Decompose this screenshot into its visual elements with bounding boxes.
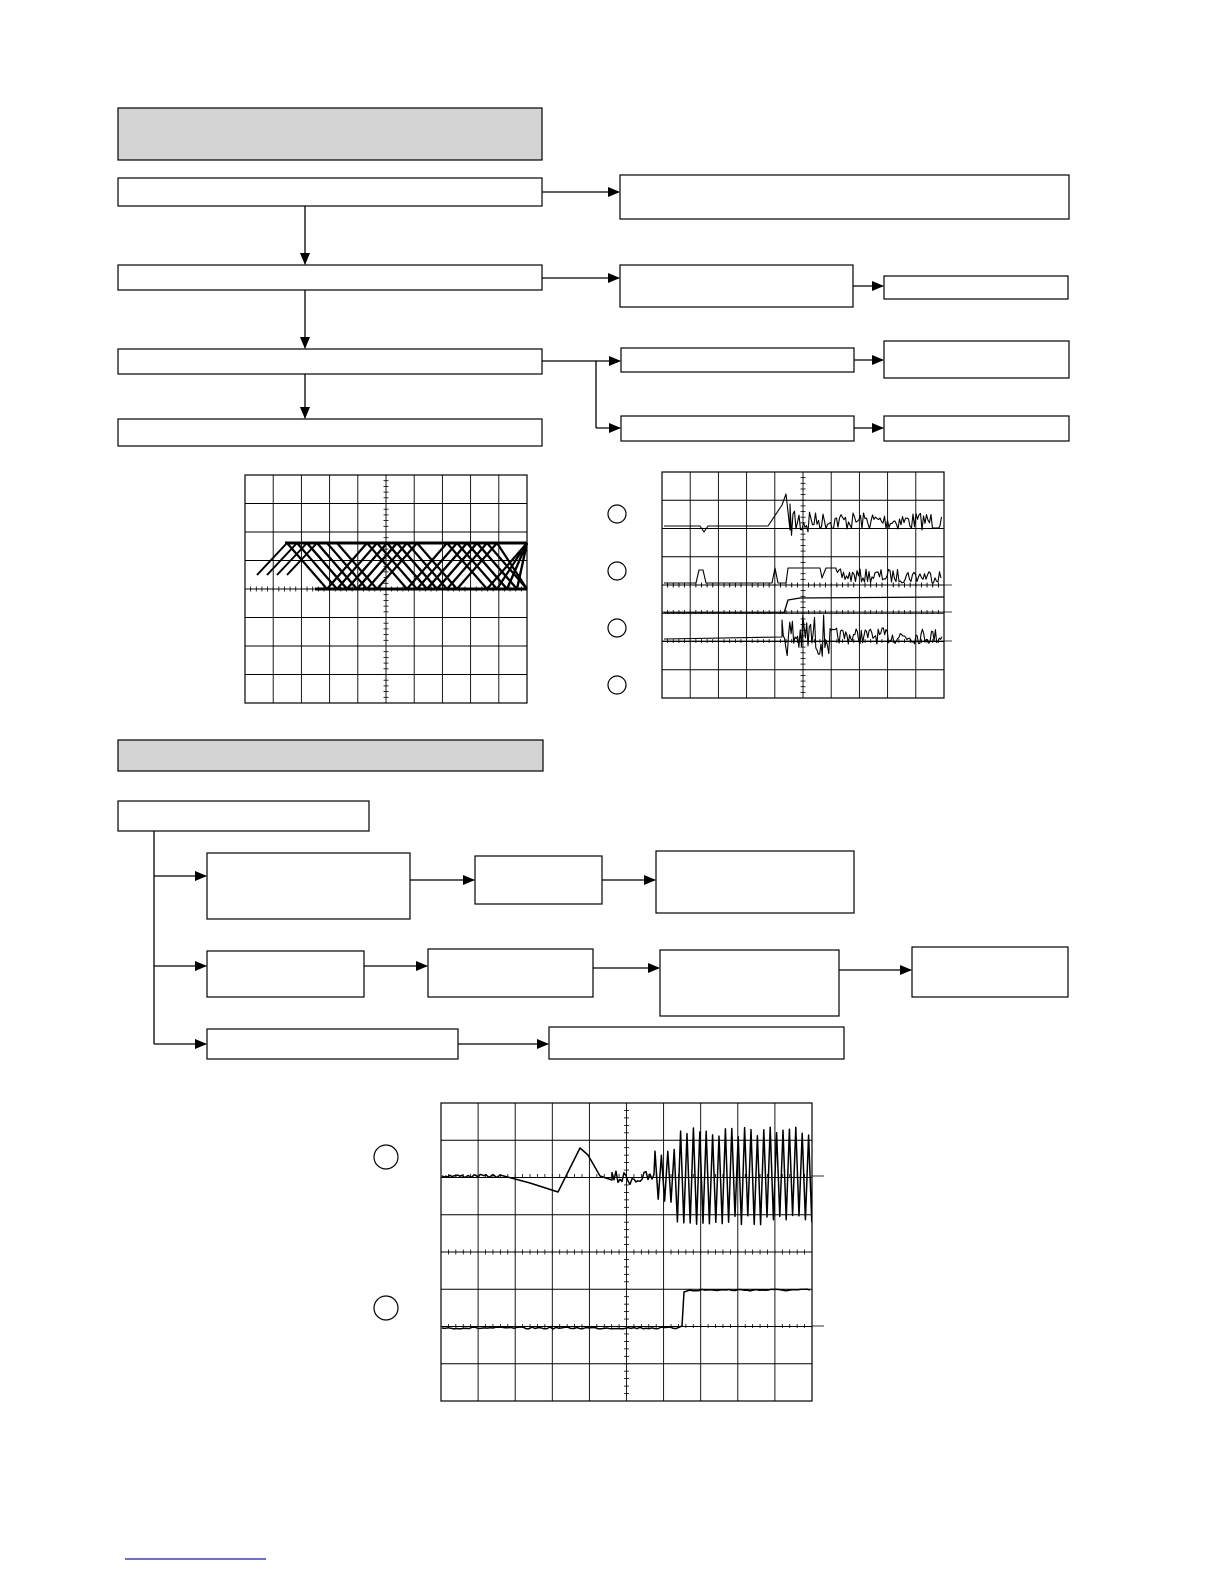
- channel-marker-3: [608, 619, 626, 637]
- s2-branch2-step1: [207, 951, 364, 997]
- s2-branch3-step1: [207, 1029, 458, 1059]
- s1-side-7: [884, 416, 1069, 441]
- s1-main-step-2: [118, 265, 542, 290]
- channel-marker-1: [374, 1145, 398, 1169]
- s2-branch1-step2: [475, 856, 602, 904]
- s1-side-4: [621, 348, 854, 372]
- section-2-header: [118, 740, 543, 771]
- channel-marker-1: [608, 505, 626, 523]
- branch-line: [542, 361, 596, 428]
- s2-branch3-step2: [549, 1027, 844, 1059]
- s1-main-step-3: [118, 349, 542, 374]
- s2-branch2-step2: [428, 949, 593, 997]
- s1-main-step-1: [118, 178, 542, 206]
- s1-side-5: [884, 341, 1069, 378]
- s1-main-step-4: [118, 419, 542, 446]
- channel-marker-2: [608, 562, 626, 580]
- scope-four-channel: [608, 472, 952, 698]
- s1-side-3: [884, 276, 1068, 299]
- s1-side-6: [621, 416, 854, 441]
- scope-eye-pattern: [245, 475, 527, 703]
- channel-marker-2: [374, 1296, 398, 1320]
- scope-two-channel: [374, 1103, 824, 1401]
- s2-branch2-step3: [660, 950, 839, 1016]
- section-1-header: [118, 108, 542, 160]
- section-1: [118, 108, 1069, 446]
- channel-marker-4: [608, 676, 626, 694]
- section-2: [118, 740, 1068, 1059]
- s2-start: [118, 801, 369, 831]
- s2-branch1-step3: [656, 851, 854, 913]
- s1-side-2: [620, 265, 853, 307]
- s2-branch2-step4: [912, 947, 1068, 997]
- s2-branch1-step1: [207, 853, 410, 919]
- s1-side-1: [620, 175, 1069, 219]
